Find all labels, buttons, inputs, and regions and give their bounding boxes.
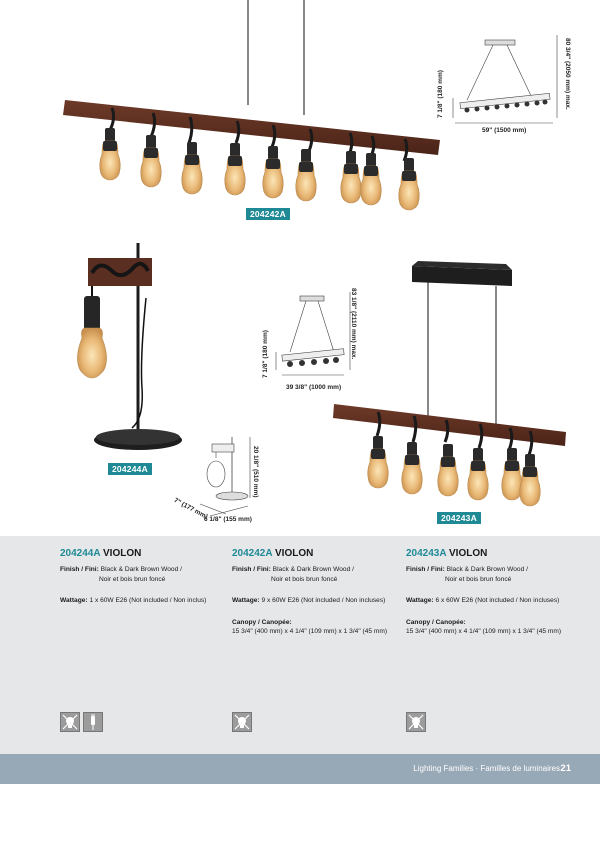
canopy-value: 15 3/4" (400 mm) x 4 1/4" (109 mm) x 1 3/4" (45 mm) <box>232 628 388 635</box>
finish-en: Black & Dark Brown Wood / <box>100 566 182 573</box>
product-name: VIOLON <box>275 548 314 559</box>
finish-label: Finish / Fini: <box>60 566 99 573</box>
product-name: VIOLON <box>449 548 488 559</box>
wattage-value: 6 x 60W E26 (Not included / Non incluses) <box>435 597 560 604</box>
wattage-value: 1 x 60W E26 (Not included / Non inclus) <box>89 597 207 604</box>
dim-204243a-height: 7 1/8" (180 mm) <box>262 330 269 378</box>
no-bulb-icon <box>406 712 426 732</box>
finish-fr: Noir et bois brun foncé <box>271 575 338 583</box>
page-number: 21 <box>560 763 571 774</box>
wattage-label: Wattage: <box>60 597 88 604</box>
canopy-value: 15 3/4" (400 mm) x 4 1/4" (109 mm) x 1 3/4" (45 mm) <box>406 628 562 635</box>
product-photo-204244a <box>72 238 192 458</box>
product-photo-204242a <box>60 0 460 215</box>
canopy-label: Canopy / Canopée: <box>232 618 292 626</box>
image-label-204243a: 204243A <box>437 512 481 524</box>
finish-en: Black & Dark Brown Wood / <box>446 566 528 573</box>
plug-in-icon <box>83 712 103 732</box>
image-label-204242a: 204242A <box>246 208 290 220</box>
dimension-diagram-204242a <box>445 30 565 130</box>
dim-204242a-height: 7 1/8" (180 mm) <box>437 70 444 118</box>
no-bulb-icon <box>232 712 252 732</box>
finish-label: Finish / Fini: <box>232 566 271 573</box>
product-code: 204243A <box>406 548 447 559</box>
dim-204242a-max-height: 80 3/4" (2050 mm) max. <box>564 38 571 110</box>
product-code: 204244A <box>60 548 101 559</box>
wattage-label: Wattage: <box>406 597 434 604</box>
product-code: 204242A <box>232 548 273 559</box>
dim-204244a-height: 20 1/8" (510 mm) <box>252 446 259 498</box>
product-title <box>232 548 407 560</box>
canopy-label: Canopy / Canopée: <box>406 618 466 626</box>
product-title <box>60 548 235 560</box>
product-title <box>406 548 581 560</box>
spec-column-204244a <box>60 548 235 606</box>
finish-en: Black & Dark Brown Wood / <box>272 566 354 573</box>
product-photo-204243a <box>330 256 570 516</box>
dim-204244a-depth: 7" (177 mm) <box>172 497 209 521</box>
wattage-label: Wattage: <box>232 597 260 604</box>
dim-204244a-width: 6 1/8" (155 mm) <box>204 516 252 523</box>
dim-204243a-max-height: 83 1/8" (2110 mm) max. <box>350 288 357 360</box>
wattage-value: 9 x 60W E26 (Not included / Non incluses) <box>261 597 386 604</box>
finish-fr: Noir et bois brun foncé <box>99 575 166 583</box>
no-bulb-icon <box>60 712 80 732</box>
spec-column-204243a <box>406 548 581 637</box>
page-footer <box>0 754 600 784</box>
dim-204243a-width: 39 3/8" (1000 mm) <box>286 384 342 391</box>
finish-fr: Noir et bois brun foncé <box>445 575 512 583</box>
product-name: VIOLON <box>103 548 142 559</box>
dim-204242a-width: 59" (1500 mm) <box>482 127 527 134</box>
footer-text: Lighting Families · Familles de luminaires <box>413 764 560 773</box>
image-label-204244a: 204244A <box>108 463 152 475</box>
finish-label: Finish / Fini: <box>406 566 445 573</box>
spec-panel <box>0 536 600 754</box>
spec-column-204242a <box>232 548 407 637</box>
